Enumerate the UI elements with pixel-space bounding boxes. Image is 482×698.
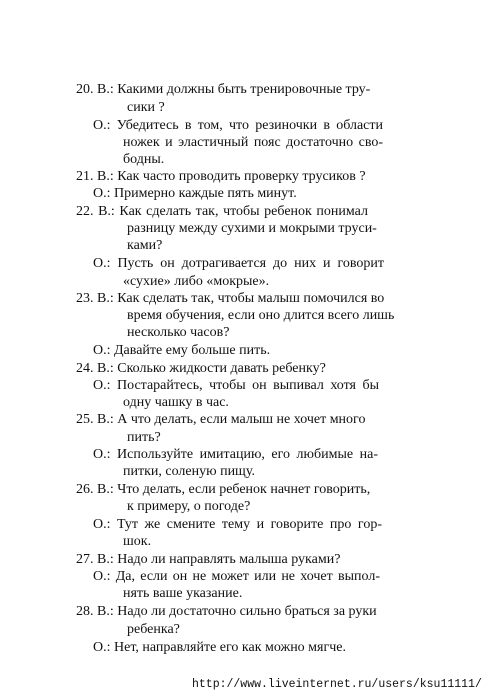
question-23-line-3: несколько часов? bbox=[127, 325, 230, 340]
answer-25-line-1: О.: Используйте имитацию, его любимые на- bbox=[93, 447, 378, 462]
answer-21-line-1: О.: Примерно каждые пять минут. bbox=[93, 186, 297, 201]
source-url: http://www.liveinternet.ru/users/ksu11111/ bbox=[192, 678, 482, 691]
question-25-line-1: 25. В.: А что делать, если малыш не хочет много bbox=[76, 412, 366, 427]
answer-20-line-2: ножек и эластичный пояс достаточно сво- bbox=[123, 135, 383, 150]
question-20-line-1: 20. В.: Какими должны быть тренировочные тру- bbox=[76, 82, 371, 97]
question-21-line-1: 21. В.: Как часто проводить проверку трусиков ? bbox=[76, 169, 366, 184]
answer-25-line-2: питки, соленую пищу. bbox=[123, 464, 255, 479]
answer-22-line-2: «сухие» либо «мокрые». bbox=[123, 274, 270, 289]
answer-27-line-1: О.: Да, если он не может или не хочет выпол- bbox=[93, 569, 380, 584]
question-22-line-1: 22. В.: Как сделать так, чтобы ребенок понимал bbox=[76, 204, 368, 219]
answer-27-line-2: нять ваше указание. bbox=[123, 586, 243, 601]
question-26-line-1: 26. В.: Что делать, если ребенок начнет говорить, bbox=[76, 482, 371, 497]
question-20-line-2: сики ? bbox=[127, 100, 165, 115]
question-28-line-2: ребенка? bbox=[127, 622, 180, 637]
question-23-line-2: время обучения, если оно длится всего лишь bbox=[127, 308, 395, 323]
answer-20-line-1: О.: Убедитесь в том, что резиночки в области bbox=[93, 118, 383, 133]
question-27-line-1: 27. В.: Надо ли направлять малыша руками? bbox=[76, 552, 341, 567]
question-23-line-1: 23. В.: Как сделать так, чтобы малыш помочился во bbox=[76, 291, 385, 306]
answer-22-line-1: О.: Пусть он дотрагивается до них и говорит bbox=[93, 256, 384, 271]
question-24-line-1: 24. В.: Сколько жидкости давать ребенку? bbox=[76, 361, 326, 376]
answer-26-line-2: шок. bbox=[123, 534, 152, 549]
question-25-line-2: пить? bbox=[127, 430, 161, 445]
answer-26-line-1: О.: Тут же смените тему и говорите про гор- bbox=[93, 517, 382, 532]
question-22-line-3: ками? bbox=[127, 238, 163, 253]
answer-23-line-1: О.: Давайте ему больше пить. bbox=[93, 343, 271, 358]
answer-20-line-3: бодны. bbox=[123, 152, 165, 167]
answer-28-line-1: О.: Нет, направляйте его как можно мягче. bbox=[93, 640, 346, 655]
question-28-line-1: 28. В.: Надо ли достаточно сильно браться за руки bbox=[76, 604, 377, 619]
question-22-line-2: разницу между сухими и мокрыми труси- bbox=[127, 221, 377, 236]
answer-24-line-2: одну чашку в час. bbox=[123, 395, 229, 410]
answer-24-line-1: О.: Постарайтесь, чтобы он выпивал хотя бы bbox=[93, 378, 379, 393]
question-26-line-2: к примеру, о погоде? bbox=[127, 499, 251, 514]
